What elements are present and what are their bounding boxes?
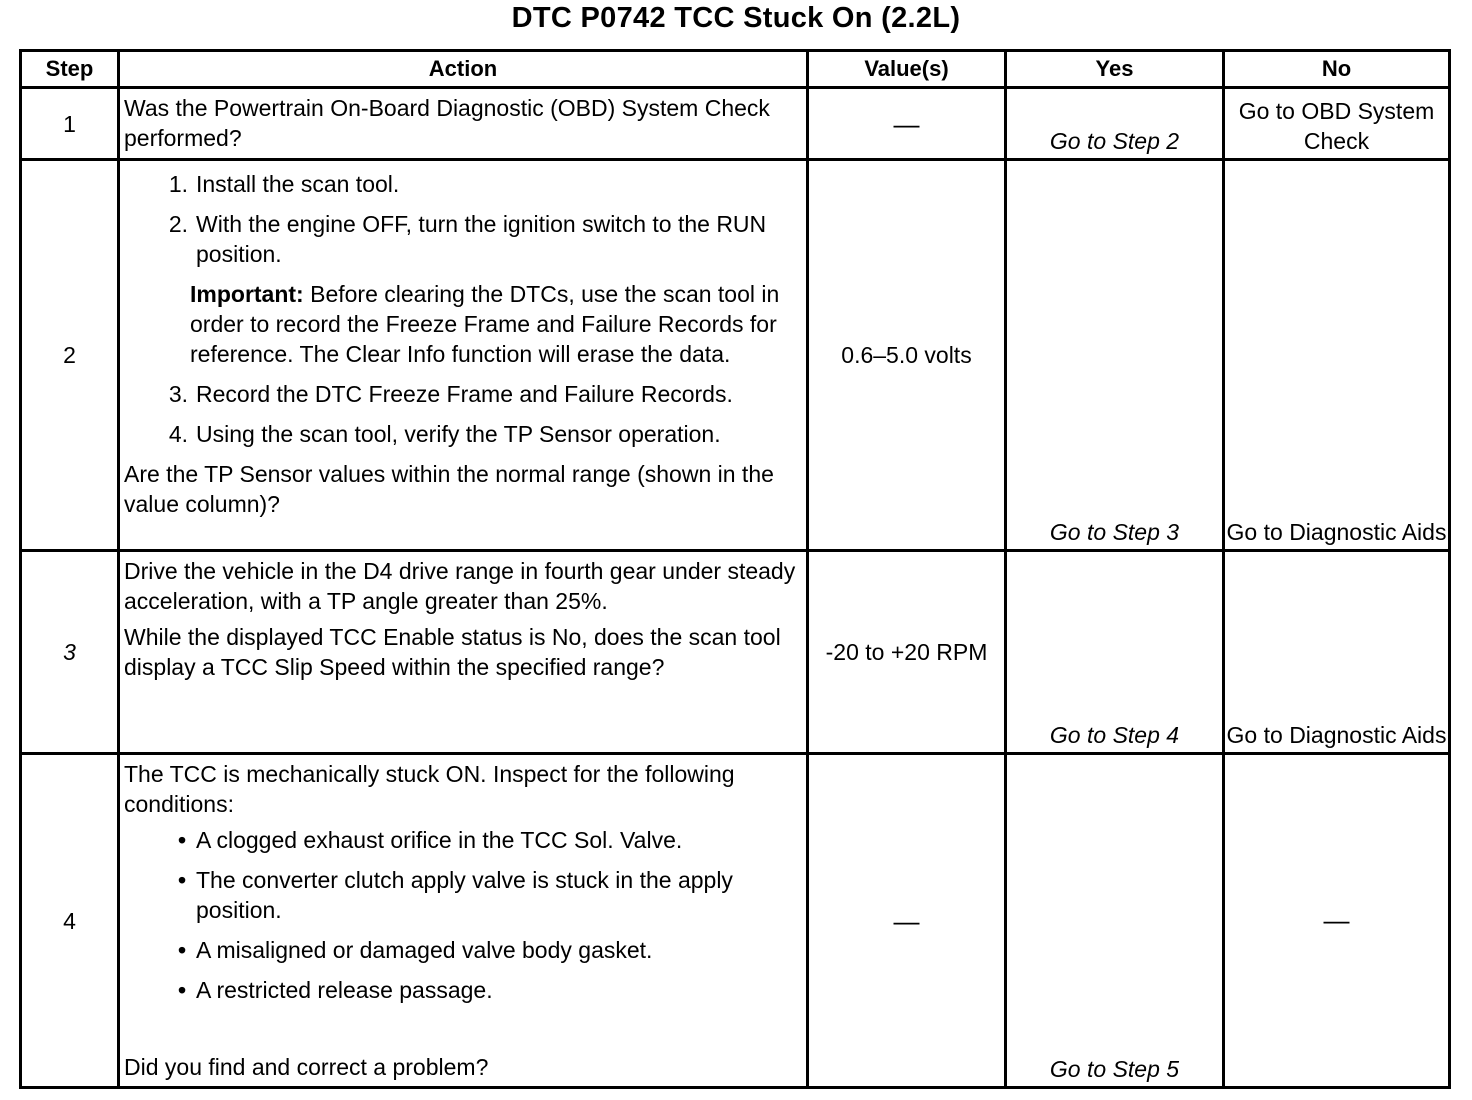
no-link-obd-system-check[interactable]: Go to OBD System Check [1224,88,1450,160]
important-label: Important: [190,281,304,308]
table-row-step-2 [21,160,1450,551]
list-item: • A clogged exhaust orifice in the TCC Sol. Valve. [124,825,800,855]
step-number: 3 [21,550,119,753]
procedure-list [124,169,800,269]
diagnostic-table [19,49,1451,1089]
value-cell: -20 to +20 RPM [808,550,1006,753]
question-text: Are the TP Sensor values within the normal range (shown in the value column)? [124,461,774,518]
header-action: Action [119,51,808,88]
procedure-list-continued [124,379,800,449]
action-cell [119,550,808,753]
value-cell: — [808,754,1006,1088]
list-item: • The converter clutch apply valve is stuck in the apply position. [124,865,800,925]
step-number: 1 [21,88,119,160]
page-title: DTC P0742 TCC Stuck On (2.2L) [511,2,961,34]
list-item: 2. With the engine OFF, turn the ignition switch to the RUN position. [168,211,767,268]
list-item: • A misaligned or damaged valve body gasket. [124,935,800,965]
yes-link-step-5[interactable]: Go to Step 5 [1006,754,1224,1088]
header-yes: Yes [1006,51,1224,88]
value-cell: — [808,88,1006,160]
no-cell: — [1224,754,1450,1088]
action-cell [119,160,808,551]
important-text: Before clearing the DTCs, use the scan tool in order to record the Freeze Frame and Failure Records for reference. The Clear Info function will erase the data. [190,281,780,368]
bullet: • [177,937,186,964]
yes-link-step-4[interactable]: Go to Step 4 [1006,550,1224,753]
action-cell [119,754,808,1088]
list-item: 4. Using the scan tool, verify the TP Sensor operation. [168,421,721,448]
important-note [190,279,800,369]
action-paragraph: The TCC is mechanically stuck ON. Inspect for the following conditions: [124,761,735,818]
step-number: 4 [21,754,119,1088]
yes-link-step-2[interactable]: Go to Step 2 [1006,88,1224,160]
question-text: Did you find and correct a problem? [124,1054,489,1080]
list-item: 1. Install the scan tool. [168,171,400,198]
table-row-step-3 [21,550,1450,753]
action-paragraph: Drive the vehicle in the D4 drive range in fourth gear under steady acceleration, with a TP angle greater than 25%. [124,557,796,614]
no-link-diagnostic-aids[interactable]: Go to Diagnostic Aids [1224,160,1450,551]
question-text: While the displayed TCC Enable status is No, does the scan tool display a TCC Slip Speed within the specified range? [124,623,781,680]
header-step: Step [21,51,119,88]
table-row-step-4 [21,754,1450,1088]
header-values: Value(s) [808,51,1006,88]
conditions-list [124,825,800,1005]
list-item: 3. Record the DTC Freeze Frame and Failure Records. [168,381,733,408]
table-row-step-1 [21,88,1450,160]
step-number: 2 [21,160,119,551]
list-item: • A restricted release passage. [124,975,800,1005]
bullet: • [177,977,186,1004]
no-link-diagnostic-aids[interactable]: Go to Diagnostic Aids [1224,550,1450,753]
header-no: No [1224,51,1450,88]
action-text: Was the Powertrain On-Board Diagnostic (OBD) System Check performed? [119,88,808,160]
value-cell: 0.6–5.0 volts [808,160,1006,551]
bullet: • [177,827,186,854]
bullet: • [177,867,186,894]
table-header-row [21,51,1450,88]
yes-link-step-3[interactable]: Go to Step 3 [1006,160,1224,551]
